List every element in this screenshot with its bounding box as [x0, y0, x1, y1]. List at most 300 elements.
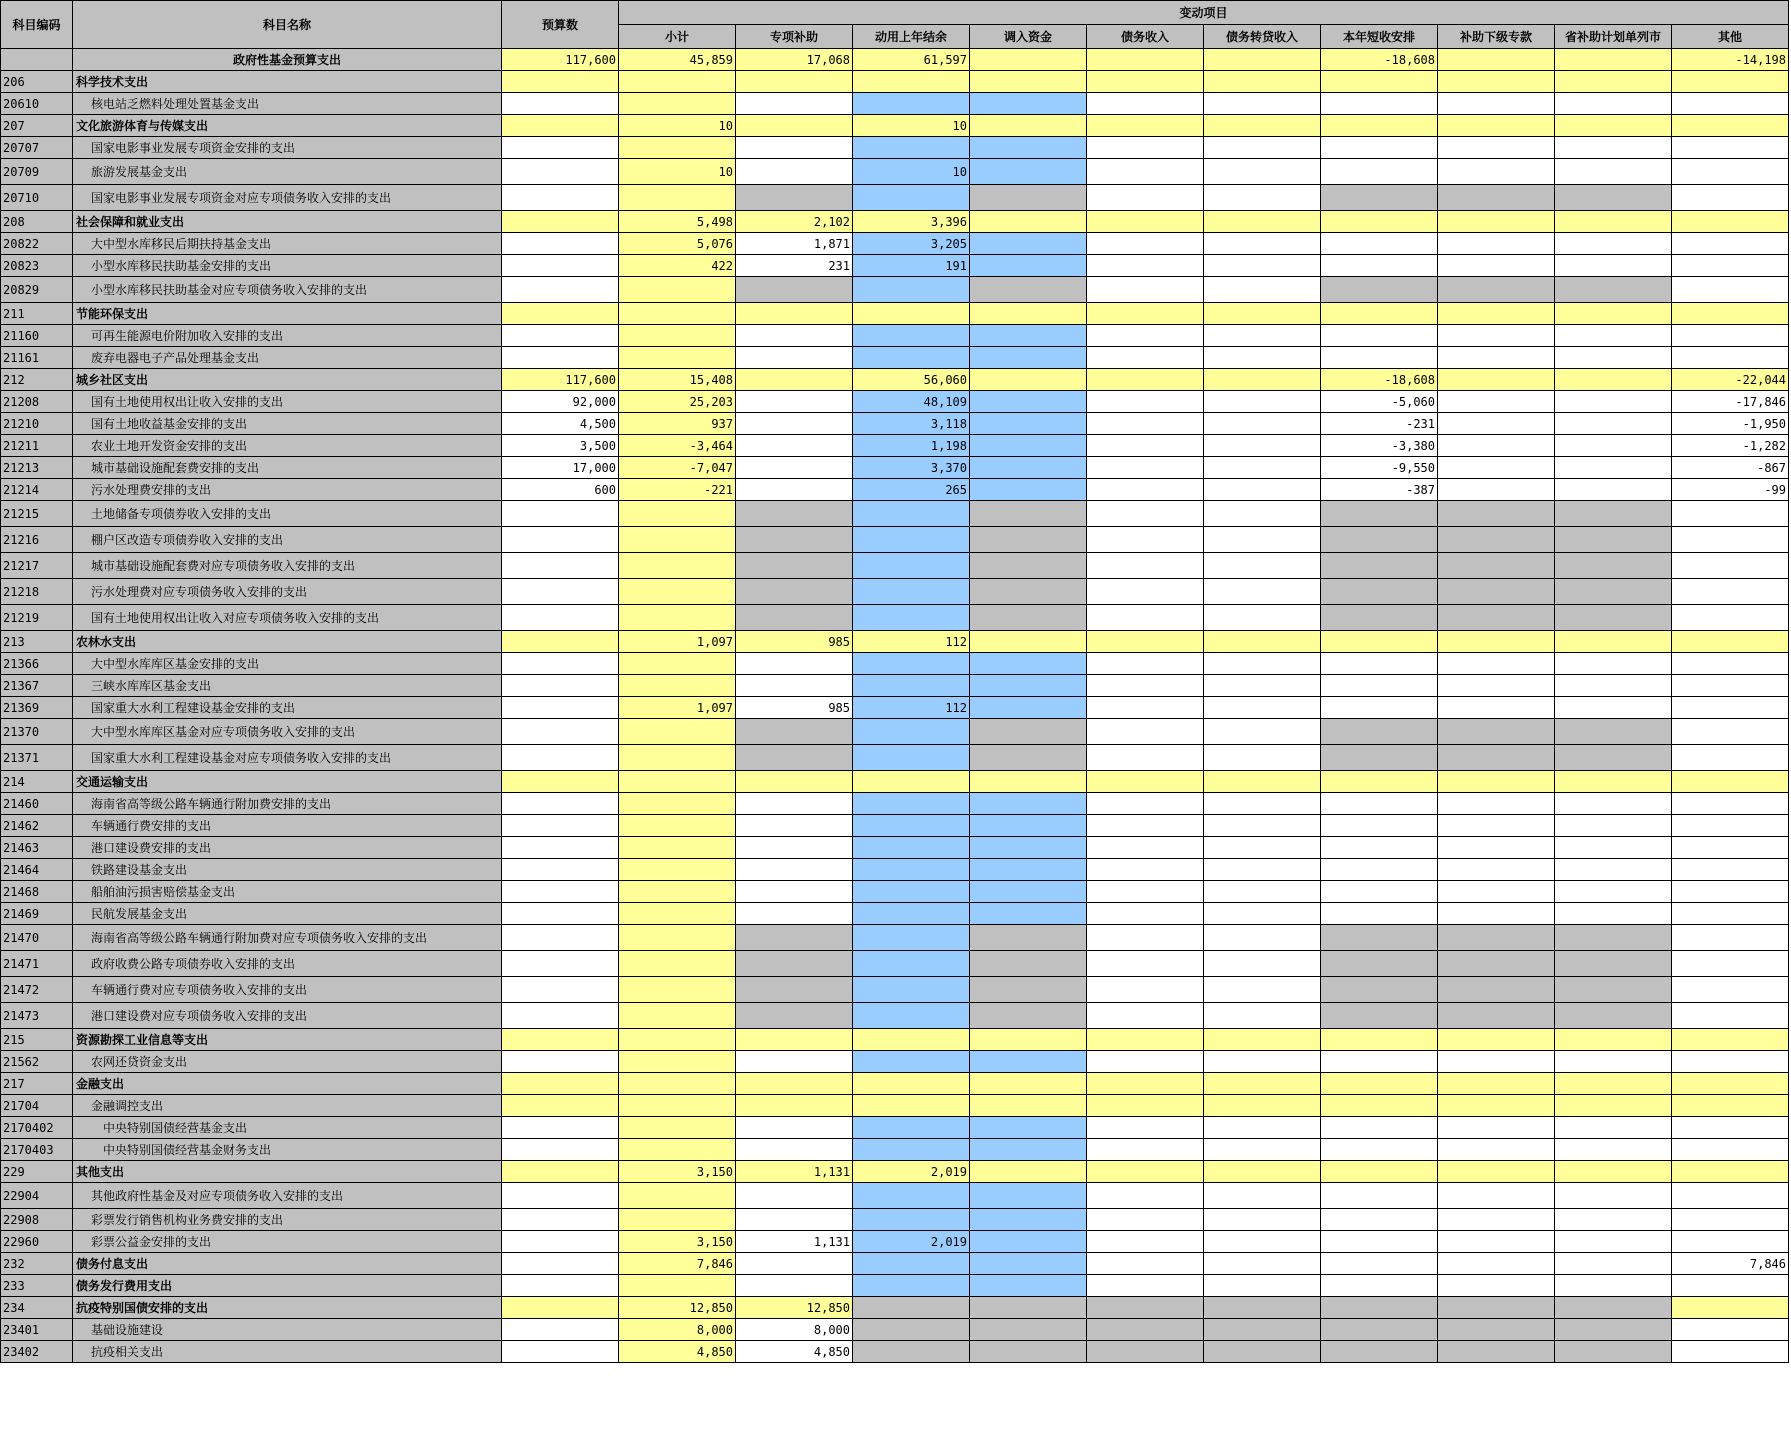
cell-value[interactable] [970, 793, 1087, 815]
cell-budget[interactable] [502, 71, 619, 93]
cell-value[interactable] [1555, 1161, 1672, 1183]
cell-value[interactable]: 7,846 [1672, 1253, 1789, 1275]
cell-value[interactable] [970, 1139, 1087, 1161]
cell-value[interactable] [970, 347, 1087, 369]
cell-value[interactable] [1087, 159, 1204, 185]
cell-value[interactable] [736, 1275, 853, 1297]
cell-value[interactable]: 8,000 [619, 1319, 736, 1341]
cell-value[interactable] [1204, 977, 1321, 1003]
cell-budget[interactable] [502, 925, 619, 951]
cell-budget[interactable]: 117,600 [502, 49, 619, 71]
cell-value[interactable]: 3,205 [853, 233, 970, 255]
cell-name[interactable]: 废弃电器电子产品处理基金支出 [73, 347, 502, 369]
cell-value[interactable] [619, 605, 736, 631]
cell-value[interactable]: 112 [853, 631, 970, 653]
cell-value[interactable]: 3,150 [619, 1161, 736, 1183]
cell-value[interactable] [1672, 1231, 1789, 1253]
cell-value[interactable] [1087, 1051, 1204, 1073]
cell-code[interactable]: 21210 [1, 413, 73, 435]
cell-name[interactable]: 其他政府性基金及对应专项债务收入安排的支出 [73, 1183, 502, 1209]
cell-budget[interactable] [502, 527, 619, 553]
cell-value[interactable] [1087, 553, 1204, 579]
cell-value[interactable] [970, 479, 1087, 501]
cell-budget[interactable] [502, 233, 619, 255]
cell-value[interactable] [736, 325, 853, 347]
cell-value[interactable] [736, 745, 853, 771]
cell-value[interactable] [970, 903, 1087, 925]
cell-value[interactable] [853, 71, 970, 93]
cell-value[interactable] [1204, 1073, 1321, 1095]
cell-value[interactable] [970, 771, 1087, 793]
cell-value[interactable] [1438, 93, 1555, 115]
cell-value[interactable] [970, 745, 1087, 771]
cell-value[interactable] [1321, 1231, 1438, 1253]
cell-code[interactable]: 21366 [1, 653, 73, 675]
cell-value[interactable] [736, 771, 853, 793]
cell-value[interactable] [1438, 1253, 1555, 1275]
cell-value[interactable] [1438, 925, 1555, 951]
cell-value[interactable] [970, 977, 1087, 1003]
cell-budget[interactable] [502, 1341, 619, 1363]
cell-budget[interactable] [502, 579, 619, 605]
cell-value[interactable]: 10 [853, 115, 970, 137]
cell-value[interactable] [1672, 605, 1789, 631]
cell-value[interactable] [1438, 1029, 1555, 1051]
cell-value[interactable] [970, 49, 1087, 71]
cell-name[interactable]: 科学技术支出 [73, 71, 502, 93]
cell-value[interactable] [1555, 369, 1672, 391]
cell-code[interactable]: 214 [1, 771, 73, 793]
cell-value[interactable] [619, 815, 736, 837]
cell-value[interactable]: 45,859 [619, 49, 736, 71]
cell-value[interactable] [1204, 745, 1321, 771]
header-col-1[interactable]: 小计 [619, 25, 736, 49]
cell-value[interactable] [853, 303, 970, 325]
cell-value[interactable]: 10 [619, 115, 736, 137]
cell-value[interactable]: -867 [1672, 457, 1789, 479]
cell-value[interactable] [619, 93, 736, 115]
cell-budget[interactable] [502, 1117, 619, 1139]
cell-value[interactable] [1087, 1029, 1204, 1051]
header-col-6[interactable]: 债务转贷收入 [1204, 25, 1321, 49]
cell-name[interactable]: 可再生能源电价附加收入安排的支出 [73, 325, 502, 347]
cell-value[interactable] [1204, 1209, 1321, 1231]
cell-value[interactable] [736, 391, 853, 413]
cell-value[interactable] [1555, 771, 1672, 793]
cell-value[interactable] [1438, 719, 1555, 745]
cell-value[interactable] [736, 837, 853, 859]
cell-value[interactable] [970, 925, 1087, 951]
cell-budget[interactable] [502, 1139, 619, 1161]
cell-value[interactable] [1204, 303, 1321, 325]
cell-name[interactable]: 资源勘探工业信息等支出 [73, 1029, 502, 1051]
cell-code[interactable]: 22960 [1, 1231, 73, 1253]
cell-value[interactable] [1321, 93, 1438, 115]
cell-value[interactable] [1555, 457, 1672, 479]
cell-name[interactable]: 大中型水库移民后期扶持基金支出 [73, 233, 502, 255]
cell-value[interactable]: 56,060 [853, 369, 970, 391]
cell-budget[interactable]: 117,600 [502, 369, 619, 391]
cell-budget[interactable]: 92,000 [502, 391, 619, 413]
cell-code[interactable]: 23401 [1, 1319, 73, 1341]
cell-value[interactable] [853, 347, 970, 369]
cell-name[interactable]: 棚户区改造专项债券收入安排的支出 [73, 527, 502, 553]
cell-value[interactable] [1555, 1183, 1672, 1209]
cell-value[interactable] [736, 71, 853, 93]
cell-value[interactable] [736, 93, 853, 115]
cell-budget[interactable] [502, 697, 619, 719]
cell-name[interactable]: 核电站乏燃料处理处置基金支出 [73, 93, 502, 115]
cell-value[interactable] [970, 653, 1087, 675]
cell-budget[interactable] [502, 1161, 619, 1183]
cell-value[interactable] [619, 977, 736, 1003]
cell-value[interactable] [1555, 653, 1672, 675]
cell-value[interactable]: 3,118 [853, 413, 970, 435]
cell-value[interactable] [1555, 925, 1672, 951]
cell-name[interactable]: 铁路建设基金支出 [73, 859, 502, 881]
cell-budget[interactable] [502, 977, 619, 1003]
cell-value[interactable] [1672, 859, 1789, 881]
cell-value[interactable] [1555, 115, 1672, 137]
cell-value[interactable] [1087, 859, 1204, 881]
cell-value[interactable] [1321, 527, 1438, 553]
cell-value[interactable] [853, 1029, 970, 1051]
cell-value[interactable] [853, 837, 970, 859]
cell-code[interactable]: 21367 [1, 675, 73, 697]
cell-code[interactable]: 20709 [1, 159, 73, 185]
cell-value[interactable] [736, 925, 853, 951]
cell-value[interactable] [619, 185, 736, 211]
cell-value[interactable] [1204, 925, 1321, 951]
cell-value[interactable]: -17,846 [1672, 391, 1789, 413]
cell-value[interactable] [1087, 653, 1204, 675]
cell-value[interactable] [1087, 631, 1204, 653]
cell-value[interactable] [736, 553, 853, 579]
cell-value[interactable] [736, 185, 853, 211]
cell-name[interactable]: 车辆通行费对应专项债务收入安排的支出 [73, 977, 502, 1003]
cell-value[interactable] [970, 527, 1087, 553]
cell-value[interactable] [1555, 347, 1672, 369]
cell-name[interactable]: 海南省高等级公路车辆通行附加费安排的支出 [73, 793, 502, 815]
cell-value[interactable] [1438, 347, 1555, 369]
cell-value[interactable] [736, 1183, 853, 1209]
cell-value[interactable] [1438, 71, 1555, 93]
cell-value[interactable] [1555, 1003, 1672, 1029]
cell-value[interactable] [1204, 1161, 1321, 1183]
cell-value[interactable] [1555, 93, 1672, 115]
cell-value[interactable] [736, 435, 853, 457]
cell-name[interactable]: 抗疫特别国债安排的支出 [73, 1297, 502, 1319]
cell-value[interactable] [1555, 1319, 1672, 1341]
cell-value[interactable] [736, 479, 853, 501]
cell-value[interactable] [1438, 745, 1555, 771]
cell-code[interactable]: 21468 [1, 881, 73, 903]
cell-value[interactable] [1087, 71, 1204, 93]
cell-value[interactable] [1321, 1275, 1438, 1297]
cell-value[interactable] [970, 837, 1087, 859]
cell-value[interactable] [1555, 675, 1672, 697]
cell-value[interactable] [1204, 1003, 1321, 1029]
cell-value[interactable] [1204, 1275, 1321, 1297]
cell-value[interactable] [1672, 977, 1789, 1003]
cell-value[interactable] [619, 1051, 736, 1073]
cell-value[interactable] [853, 1297, 970, 1319]
cell-value[interactable] [1672, 745, 1789, 771]
cell-value[interactable] [1087, 793, 1204, 815]
cell-name[interactable]: 其他支出 [73, 1161, 502, 1183]
cell-value[interactable] [1672, 115, 1789, 137]
cell-value[interactable] [1555, 1297, 1672, 1319]
cell-value[interactable] [1438, 1051, 1555, 1073]
cell-value[interactable] [1204, 1095, 1321, 1117]
cell-value[interactable]: -99 [1672, 479, 1789, 501]
cell-value[interactable] [1672, 1161, 1789, 1183]
cell-value[interactable] [1555, 435, 1672, 457]
cell-value[interactable] [736, 719, 853, 745]
cell-value[interactable] [853, 815, 970, 837]
cell-value[interactable] [1672, 1297, 1789, 1319]
cell-budget[interactable] [502, 1051, 619, 1073]
cell-value[interactable] [1555, 1073, 1672, 1095]
cell-value[interactable] [1204, 115, 1321, 137]
cell-value[interactable] [619, 859, 736, 881]
cell-value[interactable] [1087, 277, 1204, 303]
cell-value[interactable] [853, 719, 970, 745]
cell-value[interactable] [853, 185, 970, 211]
cell-value[interactable] [619, 745, 736, 771]
cell-value[interactable] [1087, 527, 1204, 553]
cell-value[interactable] [1204, 49, 1321, 71]
cell-value[interactable]: -18,608 [1321, 49, 1438, 71]
cell-value[interactable] [1204, 1341, 1321, 1363]
cell-value[interactable] [1321, 793, 1438, 815]
cell-value[interactable] [1672, 837, 1789, 859]
cell-value[interactable] [1321, 815, 1438, 837]
cell-value[interactable] [1438, 1209, 1555, 1231]
cell-value[interactable] [1087, 903, 1204, 925]
cell-code[interactable]: 21218 [1, 579, 73, 605]
cell-budget[interactable] [502, 837, 619, 859]
cell-code[interactable]: 21161 [1, 347, 73, 369]
cell-value[interactable] [853, 527, 970, 553]
cell-value[interactable] [736, 1117, 853, 1139]
cell-value[interactable] [970, 859, 1087, 881]
cell-name[interactable]: 城市基础设施配套费对应专项债务收入安排的支出 [73, 553, 502, 579]
cell-name[interactable]: 土地储备专项债券收入安排的支出 [73, 501, 502, 527]
cell-budget[interactable] [502, 1003, 619, 1029]
cell-value[interactable] [1672, 137, 1789, 159]
cell-budget[interactable] [502, 255, 619, 277]
cell-value[interactable] [619, 793, 736, 815]
cell-value[interactable] [970, 325, 1087, 347]
cell-name[interactable]: 农林水支出 [73, 631, 502, 653]
cell-value[interactable] [1555, 631, 1672, 653]
cell-value[interactable] [970, 1183, 1087, 1209]
cell-value[interactable] [1438, 159, 1555, 185]
cell-value[interactable] [1438, 277, 1555, 303]
cell-code[interactable]: 20707 [1, 137, 73, 159]
cell-value[interactable] [1555, 605, 1672, 631]
cell-value[interactable] [1438, 771, 1555, 793]
cell-value[interactable] [853, 553, 970, 579]
cell-value[interactable]: 2,019 [853, 1231, 970, 1253]
cell-value[interactable] [736, 605, 853, 631]
cell-value[interactable] [1321, 233, 1438, 255]
cell-name[interactable]: 大中型水库库区基金对应专项债务收入安排的支出 [73, 719, 502, 745]
cell-value[interactable] [1438, 653, 1555, 675]
cell-value[interactable] [1555, 391, 1672, 413]
cell-value[interactable] [970, 1003, 1087, 1029]
cell-value[interactable] [853, 1341, 970, 1363]
cell-budget[interactable] [502, 553, 619, 579]
cell-code[interactable]: 215 [1, 1029, 73, 1051]
cell-value[interactable] [853, 1209, 970, 1231]
cell-value[interactable] [1087, 457, 1204, 479]
cell-value[interactable] [1204, 837, 1321, 859]
cell-value[interactable] [1672, 793, 1789, 815]
cell-code[interactable]: 21219 [1, 605, 73, 631]
cell-value[interactable] [736, 951, 853, 977]
cell-value[interactable] [1204, 479, 1321, 501]
cell-value[interactable] [1087, 185, 1204, 211]
cell-value[interactable] [736, 653, 853, 675]
cell-value[interactable]: 17,068 [736, 49, 853, 71]
cell-code[interactable]: 2170403 [1, 1139, 73, 1161]
cell-value[interactable] [736, 859, 853, 881]
cell-value[interactable]: -22,044 [1672, 369, 1789, 391]
cell-value[interactable] [1321, 1183, 1438, 1209]
cell-name[interactable]: 农网还贷资金支出 [73, 1051, 502, 1073]
cell-value[interactable] [1438, 1319, 1555, 1341]
header-change-items[interactable]: 变动项目 [619, 1, 1789, 25]
cell-value[interactable] [1438, 1231, 1555, 1253]
cell-name[interactable]: 国有土地收益基金安排的支出 [73, 413, 502, 435]
cell-value[interactable] [1204, 605, 1321, 631]
cell-value[interactable] [1672, 1117, 1789, 1139]
cell-code[interactable]: 233 [1, 1275, 73, 1297]
cell-value[interactable] [970, 1117, 1087, 1139]
cell-value[interactable]: 1,131 [736, 1231, 853, 1253]
cell-value[interactable] [1672, 553, 1789, 579]
cell-name[interactable]: 三峡水库库区基金支出 [73, 675, 502, 697]
cell-value[interactable]: -1,950 [1672, 413, 1789, 435]
cell-value[interactable] [1321, 1117, 1438, 1139]
cell-code[interactable]: 21214 [1, 479, 73, 501]
cell-code[interactable]: 21473 [1, 1003, 73, 1029]
cell-value[interactable] [619, 277, 736, 303]
cell-value[interactable] [1321, 347, 1438, 369]
cell-budget[interactable] [502, 159, 619, 185]
cell-value[interactable] [1555, 1275, 1672, 1297]
cell-value[interactable] [1672, 653, 1789, 675]
cell-value[interactable] [1438, 1275, 1555, 1297]
cell-value[interactable] [1204, 71, 1321, 93]
cell-value[interactable] [1321, 745, 1438, 771]
cell-value[interactable] [1321, 71, 1438, 93]
cell-value[interactable] [1438, 793, 1555, 815]
cell-budget[interactable] [502, 325, 619, 347]
cell-value[interactable] [853, 1253, 970, 1275]
cell-value[interactable] [619, 579, 736, 605]
cell-value[interactable] [1672, 347, 1789, 369]
cell-value[interactable] [1672, 1139, 1789, 1161]
cell-value[interactable] [1438, 527, 1555, 553]
cell-value[interactable] [1555, 49, 1672, 71]
cell-code[interactable]: 21370 [1, 719, 73, 745]
cell-code[interactable]: 2170402 [1, 1117, 73, 1139]
cell-value[interactable] [1438, 457, 1555, 479]
cell-budget[interactable] [502, 631, 619, 653]
cell-budget[interactable]: 600 [502, 479, 619, 501]
cell-value[interactable] [1555, 71, 1672, 93]
cell-value[interactable] [619, 303, 736, 325]
cell-value[interactable] [736, 815, 853, 837]
cell-value[interactable] [970, 391, 1087, 413]
cell-value[interactable] [1555, 1117, 1672, 1139]
cell-value[interactable] [970, 553, 1087, 579]
cell-value[interactable] [736, 903, 853, 925]
cell-value[interactable] [619, 675, 736, 697]
cell-budget[interactable] [502, 1209, 619, 1231]
cell-value[interactable] [1555, 527, 1672, 553]
cell-name[interactable]: 大中型水库库区基金安排的支出 [73, 653, 502, 675]
cell-value[interactable]: 1,131 [736, 1161, 853, 1183]
cell-code[interactable]: 20822 [1, 233, 73, 255]
cell-value[interactable]: 5,076 [619, 233, 736, 255]
cell-budget[interactable] [502, 277, 619, 303]
cell-value[interactable] [970, 605, 1087, 631]
cell-value[interactable] [1321, 1253, 1438, 1275]
cell-value[interactable] [736, 1051, 853, 1073]
cell-value[interactable] [1087, 1073, 1204, 1095]
cell-value[interactable] [853, 137, 970, 159]
cell-value[interactable] [1321, 1209, 1438, 1231]
cell-value[interactable] [736, 527, 853, 553]
cell-value[interactable] [736, 501, 853, 527]
cell-value[interactable] [736, 675, 853, 697]
cell-value[interactable] [970, 137, 1087, 159]
cell-value[interactable] [970, 93, 1087, 115]
cell-value[interactable] [736, 579, 853, 605]
cell-value[interactable]: 1,097 [619, 697, 736, 719]
cell-value[interactable]: -9,550 [1321, 457, 1438, 479]
cell-value[interactable] [1204, 137, 1321, 159]
cell-value[interactable] [1555, 1029, 1672, 1051]
cell-value[interactable] [1204, 435, 1321, 457]
cell-value[interactable] [1204, 631, 1321, 653]
cell-value[interactable]: 2,102 [736, 211, 853, 233]
cell-value[interactable]: -387 [1321, 479, 1438, 501]
cell-budget[interactable] [502, 93, 619, 115]
cell-value[interactable] [970, 1029, 1087, 1051]
cell-budget[interactable] [502, 881, 619, 903]
cell-value[interactable] [619, 1183, 736, 1209]
cell-value[interactable] [1321, 277, 1438, 303]
cell-value[interactable] [619, 553, 736, 579]
cell-value[interactable] [1438, 1161, 1555, 1183]
cell-name[interactable]: 基础设施建设 [73, 1319, 502, 1341]
cell-value[interactable] [1321, 1095, 1438, 1117]
cell-code[interactable]: 213 [1, 631, 73, 653]
cell-value[interactable]: 10 [619, 159, 736, 185]
cell-value[interactable] [1321, 211, 1438, 233]
cell-value[interactable]: 1,871 [736, 233, 853, 255]
cell-value[interactable] [1672, 719, 1789, 745]
cell-name[interactable]: 车辆通行费安排的支出 [73, 815, 502, 837]
cell-value[interactable] [1204, 815, 1321, 837]
cell-value[interactable] [1321, 255, 1438, 277]
cell-code[interactable]: 21471 [1, 951, 73, 977]
